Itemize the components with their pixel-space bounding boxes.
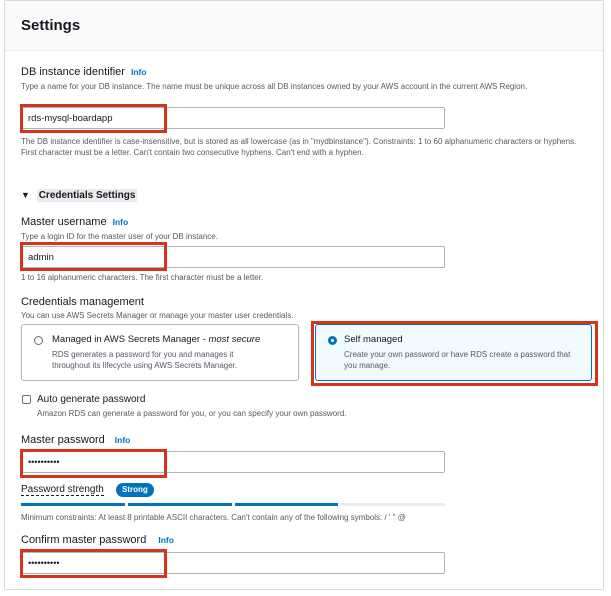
password-constraint: Minimum constraints: At least 8 printable ASCII characters. Can't contain any of the following symbols: / ' " @ xyxy=(21,513,406,522)
option-secrets-manager-title-em: most secure xyxy=(208,334,261,345)
caret-down-icon: ▼ xyxy=(21,190,30,200)
master-username-label: Master username xyxy=(21,216,107,228)
confirm-password-value: •••••••••• xyxy=(28,558,60,568)
db-identifier-label: DB instance identifier xyxy=(21,66,125,78)
option-secrets-manager[interactable] xyxy=(21,324,299,381)
master-username-constraint: 1 to 16 alphanumeric characters. The first character must be a letter. xyxy=(21,273,264,282)
master-password-input[interactable] xyxy=(21,451,445,473)
master-password-value: •••••••••• xyxy=(28,457,60,467)
option-secrets-manager-title-text: Managed in AWS Secrets Manager - xyxy=(52,334,209,345)
credentials-management-description: You can use AWS Secrets Manager or manage your master user credentials. xyxy=(21,311,294,320)
credentials-toggle[interactable] xyxy=(21,190,137,201)
strength-segment xyxy=(128,503,232,506)
confirm-password-label: Confirm master password xyxy=(21,534,147,546)
master-username-value: admin xyxy=(28,251,54,263)
option-secrets-manager-title xyxy=(52,334,260,345)
master-password-label: Master password xyxy=(21,434,105,446)
db-identifier-input[interactable] xyxy=(21,107,445,129)
radio-secrets-manager[interactable] xyxy=(34,336,43,345)
db-identifier-label-row xyxy=(21,66,147,78)
credentials-management-label: Credentials management xyxy=(21,296,144,308)
confirm-password-input[interactable] xyxy=(21,552,445,574)
master-username-info-link[interactable]: Info xyxy=(112,217,129,227)
db-identifier-value: rds-mysql-boardapp xyxy=(28,112,113,124)
db-identifier-description: Type a name for your DB instance. The name must be unique across all DB instances owned by your AWS account in the current AWS Region. xyxy=(21,82,528,91)
password-strength-badge: Strong xyxy=(116,483,154,497)
auto-generate-description: Amazon RDS can generate a password for you, or you can specify your own password. xyxy=(37,409,347,418)
credentials-toggle-label: Credentials Settings xyxy=(38,190,136,201)
master-username-input[interactable] xyxy=(21,246,445,268)
option-self-managed-title: Self managed xyxy=(344,334,403,345)
section-title: Settings xyxy=(21,17,81,34)
auto-generate-label: Auto generate password xyxy=(37,394,146,405)
strength-segment xyxy=(235,503,339,506)
master-username-label-row xyxy=(21,216,128,228)
option-secrets-manager-description: RDS generates a password for you and manages it throughout its lifecycle using AWS Secrets Manager. xyxy=(52,350,238,370)
option-self-managed[interactable] xyxy=(315,324,592,381)
option-self-managed-description: Create your own password or have RDS create a password that you manage. xyxy=(344,350,571,370)
db-identifier-constraint: The DB instance identifier is case-insensitive, but is stored as all lowercase (as in "mydbinstance"). Constraints: 1 to 60 alphanumeric characters or hyphens. First character must be a letter. Can't contain two consecutive hyphens. Can't end with a hyphen. xyxy=(21,137,577,157)
master-username-description: Type a login ID for the master user of your DB instance. xyxy=(21,232,218,241)
master-password-label-row xyxy=(21,434,130,446)
confirm-password-label-row xyxy=(21,534,174,546)
radio-self-managed[interactable] xyxy=(328,336,337,345)
password-strength-label: Password strength xyxy=(21,484,104,495)
auto-generate-checkbox[interactable] xyxy=(22,395,31,404)
db-identifier-info-link[interactable]: Info xyxy=(130,67,147,77)
panel-header xyxy=(5,1,603,51)
master-password-info-link[interactable]: Info xyxy=(114,435,131,445)
confirm-password-info-link[interactable]: Info xyxy=(158,535,174,545)
strength-segment xyxy=(21,503,125,506)
strength-segment xyxy=(341,503,445,506)
